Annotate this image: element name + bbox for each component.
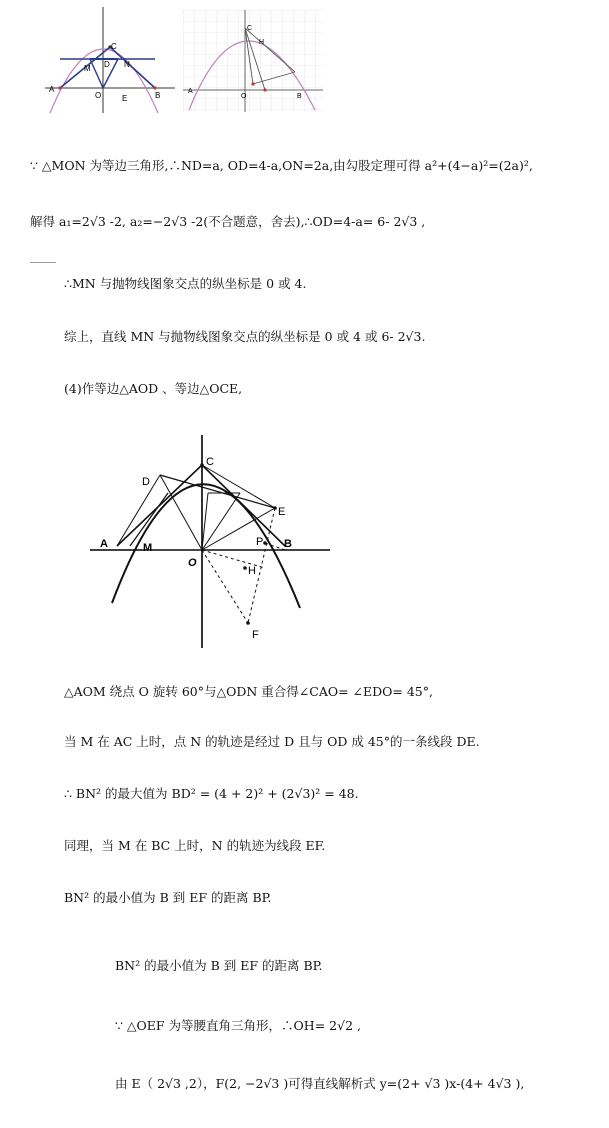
fig2-label-b: B xyxy=(297,93,302,100)
divider xyxy=(30,262,56,263)
fig3-label-b: B xyxy=(284,538,292,550)
figure-2-diagram xyxy=(183,10,323,112)
fig2-label-o: O xyxy=(241,93,247,100)
solution-line-12: ∵ △OEF 为等腰直角三角形，∴OH= 2√2 , xyxy=(115,1018,361,1033)
fig3-label-p: P xyxy=(256,536,264,548)
fig3-label-f: F xyxy=(252,629,259,641)
solution-line-8: ∴ BN² 的最大值为 BD² = (4 + 2)² + (2√3)² = 48. xyxy=(64,786,359,801)
fig1-label-e: E xyxy=(122,94,128,103)
solution-line-13: 由 E（ 2√3 ,2），F(2, −2√3 )可得直线解析式 y=(2+ √3 )x-(4+ 4√3 ), xyxy=(115,1076,525,1091)
solution-line-10: BN² 的最小值为 B 到 EF 的距离 BP. xyxy=(64,890,272,905)
figure-1-diagram xyxy=(40,5,180,115)
fig2-label-a: A xyxy=(188,88,193,95)
fig3-label-c: C xyxy=(206,456,214,468)
fig1-label-m: M xyxy=(84,64,91,73)
fig3-label-e: E xyxy=(278,506,286,518)
fig1-label-n: N xyxy=(124,60,130,69)
fig2-label-h: H xyxy=(259,39,265,46)
fig1-label-a: A xyxy=(49,85,55,94)
solution-line-7: 当 M 在 AC 上时，点 N 的轨迹是经过 D 且与 OD 成 45°的一条线段 DE. xyxy=(64,734,480,749)
solution-line-1: ∵ △MON 为等边三角形,∴ND=a, OD=4-a,ON=2a,由勾股定理可得 a²+(4−a)²=(2a)², xyxy=(30,158,533,173)
figure-3-diagram xyxy=(90,433,340,653)
fig3-label-o: O xyxy=(188,557,197,569)
solution-line-3: ∴MN 与抛物线图象交点的纵坐标是 0 或 4. xyxy=(64,276,307,291)
fig3-label-d: D xyxy=(142,476,150,488)
solution-line-5: (4)作等边△AOD 、等边△OCE, xyxy=(64,381,243,396)
fig1-label-c: C xyxy=(111,42,117,51)
solution-line-9: 同理，当 M 在 BC 上时，N 的轨迹为线段 EF. xyxy=(64,838,326,853)
fig3-label-h: H xyxy=(248,565,256,577)
fig1-label-b: B xyxy=(155,91,161,100)
solution-line-6: △AOM 绕点 O 旋转 60°与△ODN 重合得∠CAO= ∠EDO= 45°, xyxy=(64,684,433,699)
fig3-label-m: M xyxy=(143,542,153,554)
fig1-label-d: D xyxy=(104,60,110,69)
fig3-label-a: A xyxy=(100,538,108,550)
solution-line-2: 解得 a₁=2√3 -2, a₂=−2√3 -2(不合题意，舍去),∴OD=4-a= 6- 2√3 , xyxy=(30,214,426,229)
solution-line-4: 综上，直线 MN 与抛物线图象交点的纵坐标是 0 或 4 或 6- 2√3. xyxy=(64,329,426,344)
fig2-label-c: C xyxy=(247,25,253,32)
fig1-label-o: O xyxy=(95,91,102,100)
solution-line-11: BN² 的最小值为 B 到 EF 的距离 BP. xyxy=(115,958,323,973)
